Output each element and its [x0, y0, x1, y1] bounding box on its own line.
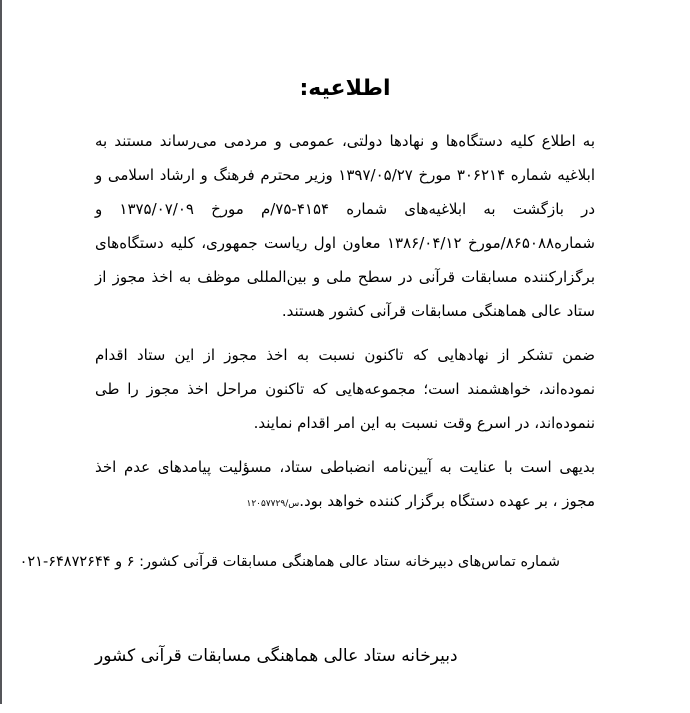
signature-line: دبیرخانه ستاد عالی هماهنگی مسابقات قرآنی کشور: [95, 646, 458, 666]
notice-paragraph-liability: [95, 450, 595, 521]
tracking-code: س/۱۲۰۵۷۷۲۹: [246, 499, 300, 509]
notice-paragraph-liability-text: بدیهی است با عنایت به آیین‌نامه انضباطی ستاد، مسؤلیت پیامدهای عدم اخذ مجوز ، بر عهده دستگاه برگزار کننده خواهد بود.: [95, 458, 595, 510]
notice-paragraph-request: ضمن تشکر از نهادهایی که تاکنون نسبت به اخذ مجوز از این ستاد اقدام نموده‌اند، خواهشمند است؛ مجموعه‌هایی که تاکنون مراحل اخذ مجوز را طی ننموده‌اند، در اسرع وقت نسبت به این امر اقدام نمایند.: [95, 346, 595, 432]
notice-paragraph-legal-basis: به اطلاع کلیه دستگاه‌ها و نهادها دولتی، عمومی و مردمی می‌رساند مستند به ابلاغیه شماره ۳۰۶۲۱۴ مورخ ۱۳۹۷/۰۵/۲۷ وزیر محترم فرهنگ و ارشاد اسلامی و در بازگشت به ابلاغیه‌های شماره ۴۱۵۴-۷۵/م مورخ ۱۳۷۵/۰۷/۰۹ و شماره۸۶۵۰۸۸/مورخ ۱۳۸۶/۰۴/۱۲ معاون اول ریاست جمهوری، کلیه دستگاه‌های برگزارکننده مسابقات قرآنی در سطح ملی و بین‌المللی موظف به اخذ مجوز از ستاد عالی هماهنگی مسابقات قرآنی کشور هستند.: [95, 132, 596, 320]
notice-title: اطلاعیه:: [299, 76, 391, 101]
contact-numbers-line: شماره تماس‌های دبیرخانه ستاد عالی هماهنگی مسابقات قرآنی کشور: ۶ و ۶۴۸۷۲۶۴۴-۰۲۱: [19, 554, 560, 570]
